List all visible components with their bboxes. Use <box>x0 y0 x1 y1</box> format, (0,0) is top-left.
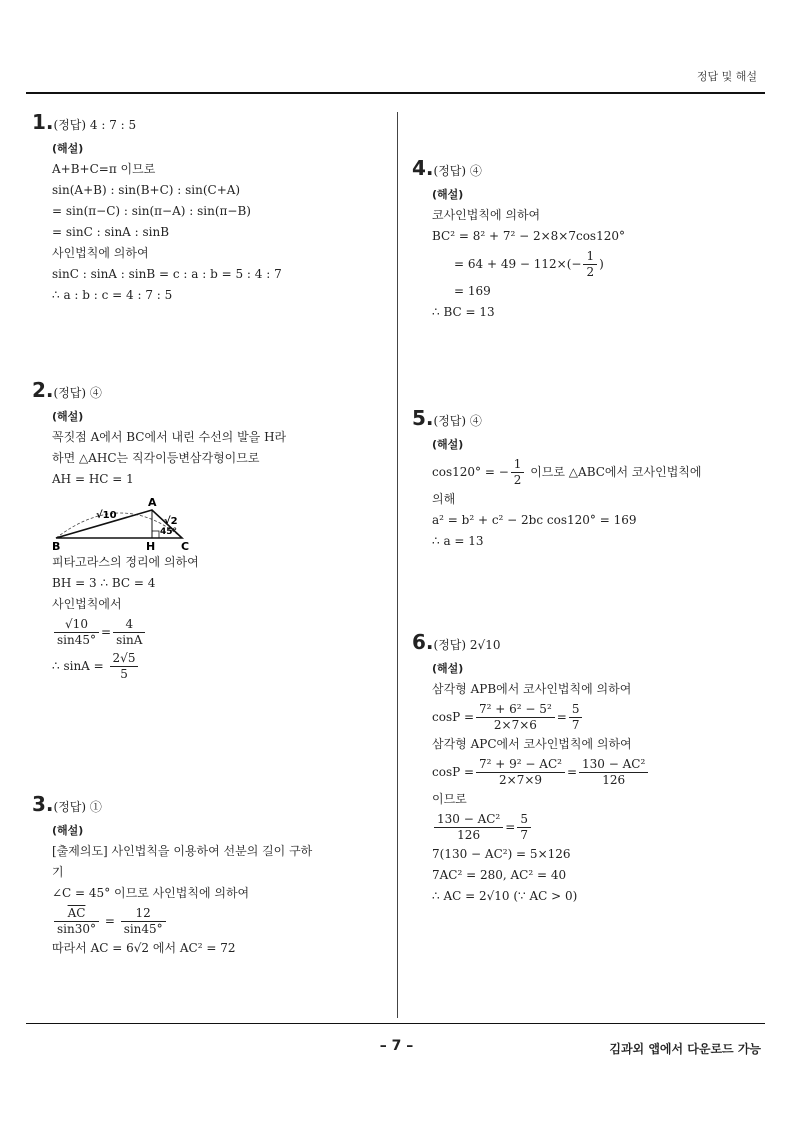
q6-l4-num: 7² + 9² − AC² <box>476 757 565 773</box>
page-header <box>0 0 793 96</box>
q6-l4-den: 2×7×9 <box>499 773 543 787</box>
q3-ratio-eq: $\frac{\overline{AC}}{\sin 30^\circ}$ = $\frac{12}{\sin 45^\circ}$ <box>52 904 387 938</box>
q3-line-2: 기 <box>52 865 64 879</box>
label-45deg: 45° <box>160 527 178 537</box>
question-2 <box>32 380 387 683</box>
q2-result-prefix: ∴ sinA = <box>52 659 104 673</box>
q3-answer: ① <box>89 800 102 814</box>
q5-line-3: a² = b² + c² − 2bc cos120° = 169 <box>432 513 637 527</box>
q2-result <box>52 649 387 683</box>
header-title: 정답 및 해설 <box>696 70 757 83</box>
page-number: – 7 – <box>379 1038 414 1054</box>
q2-line-5: BH = 3 ∴ BC = 4 <box>52 576 156 590</box>
q5-line-2: 의해 <box>432 492 456 506</box>
q2-f1-num: √10 <box>54 617 99 633</box>
triangle-figure <box>52 494 202 550</box>
question-3 <box>32 794 387 959</box>
q4-line-4: = 169 <box>454 284 491 298</box>
q2-line-4: 피타고라스의 정리에 의하여 <box>52 555 199 569</box>
q2-line-2: 하면 △AHC는 직각이등변삼각형이므로 <box>52 451 260 465</box>
q3-f1-num: $\overline{AC}$ <box>54 906 99 922</box>
q6-l2-eq: = <box>556 710 567 724</box>
q3-answer-label: (정답) <box>53 800 87 814</box>
q2-f2-den: sinA <box>116 633 143 647</box>
q6-l6-num: 130 − AC² <box>434 812 503 828</box>
q1-answer-label: (정답) <box>53 118 87 132</box>
q2-number: 2. <box>32 378 54 402</box>
q6-l4-eq: = <box>566 765 578 779</box>
q4-line-2: BC² = 8² + 7² − 2×8×7cos120° <box>432 229 625 243</box>
q1-number: 1. <box>32 110 54 134</box>
q1-line-5: 사인법칙에 의하여 <box>52 246 149 260</box>
q3-line-last: 따라서 AC = 6√2 에서 AC² = 72 <box>52 941 236 955</box>
q4-answer: ④ <box>469 164 482 178</box>
q6-l4-den2: 126 <box>602 773 626 787</box>
q6-l2-den: 2×7×6 <box>493 718 537 732</box>
label-H: H <box>146 540 156 550</box>
q6-line-9: ∴ AC = 2√10 (∵ AC > 0) <box>432 889 578 903</box>
q5-line-4: ∴ a = 13 <box>432 534 484 548</box>
q6-l6-den: 126 <box>457 828 481 842</box>
q1-line-6: sinC : sinA : sinB = c : a : b = 5 : 4 : 7 <box>52 267 282 281</box>
q2-line-6: 사인법칙에서 <box>52 597 122 611</box>
q3-line-1: [출제의도] 사인법칙을 이용하여 선분의 길이 구하 <box>52 844 313 858</box>
q6-line-3: 삼각형 APC에서 코사인법칙에 의하여 <box>432 737 632 751</box>
q1-line-1: A+B+C=π 이므로 <box>52 162 156 176</box>
q4-l3-num: 1 <box>583 249 597 265</box>
q5-explanation-label: (해설) <box>432 438 464 451</box>
q6-explanation-label: (해설) <box>432 662 464 675</box>
q6-line-1: 삼각형 APB에서 코사인법칙에 의하여 <box>432 682 632 696</box>
q3-explanation-label: (해설) <box>52 824 84 837</box>
footer-note: 김과외 앱에서 다운로드 가능 <box>609 1042 761 1056</box>
header-rule <box>26 92 765 94</box>
q1-line-3: = sin(π−C) : sin(π−A) : sin(π−B) <box>52 204 251 218</box>
q2-line-3: AH = HC = 1 <box>52 472 134 486</box>
q1-line-2: sin(A+B) : sin(B+C) : sin(C+A) <box>52 183 241 197</box>
label-A: A <box>148 496 157 509</box>
q6-l6-num2: 5 <box>517 812 531 828</box>
q3-number: 3. <box>32 792 54 816</box>
q4-line-3 <box>432 247 762 281</box>
label-C: C <box>181 540 190 550</box>
q3-f2-den: sin45° <box>123 922 163 936</box>
question-4 <box>412 158 762 323</box>
q5-answer: ④ <box>469 414 482 428</box>
q6-l2-num: 7² + 6² − 5² <box>476 702 555 718</box>
q6-line-2 <box>432 700 762 734</box>
q6-l6-eq: = <box>505 820 516 834</box>
q3-line-3: ∠C = 45° 이므로 사인법칙에 의하여 <box>52 886 250 900</box>
footer-rule <box>26 1023 765 1024</box>
q5-number: 5. <box>412 406 434 430</box>
q2-res-den: 5 <box>120 667 128 681</box>
q5-l1-num: 1 <box>511 457 525 473</box>
q6-l2-num2: 5 <box>569 702 583 718</box>
column-divider <box>397 112 398 1018</box>
label-sqrt2: √2 <box>164 516 178 527</box>
q6-l4-num2: 130 − AC² <box>579 757 648 773</box>
q6-l4-pre: cosP = <box>432 765 475 779</box>
q5-l1-den: 2 <box>513 473 522 487</box>
q6-line-6 <box>432 810 762 844</box>
question-6 <box>412 632 762 907</box>
q4-l3-pre: = 64 + 49 − 112×(− <box>454 257 582 271</box>
q6-l6-den2: 7 <box>520 828 528 842</box>
q4-line-5: ∴ BC = 13 <box>432 305 495 319</box>
q1-line-4: = sinC : sinA : sinB <box>52 225 170 239</box>
question-1 <box>32 112 387 306</box>
q4-l3-post: ) <box>599 257 604 271</box>
q2-answer: ④ <box>89 386 102 400</box>
q3-f1-den: sin30° <box>57 922 96 936</box>
q5-line-1 <box>432 455 762 489</box>
q2-f2-num: 4 <box>113 617 145 633</box>
q4-answer-label: (정답) <box>433 164 467 178</box>
question-5 <box>412 408 762 552</box>
q2-ratio-eq: $\frac{√10}{\sin 45^\circ}$ = $\frac{4}{\sin A}$ <box>52 615 387 649</box>
q3-f2-num: 12 <box>121 906 166 922</box>
q1-explanation-label: (해설) <box>52 142 84 155</box>
q6-line-8: 7AC² = 280, AC² = 40 <box>432 868 567 882</box>
q5-l1-post: 이므로 △ABC에서 코사인법칙에 <box>526 465 702 479</box>
q4-number: 4. <box>412 156 434 180</box>
q2-f1-den: sin45° <box>57 633 96 647</box>
q6-answer: 2√10 <box>469 638 501 652</box>
q6-line-5: 이므로 <box>432 792 467 806</box>
q5-l1-pre: cos120° = − <box>432 465 509 479</box>
q6-line-4 <box>432 755 762 789</box>
label-sqrt10: √10 <box>96 510 117 521</box>
q6-l2-den2: 7 <box>571 718 580 732</box>
q2-res-num: 2√5 <box>110 651 139 667</box>
label-B: B <box>52 540 61 550</box>
q4-line-1: 코사인법칙에 의하여 <box>432 208 541 222</box>
q2-line-1: 꼭짓점 A에서 BC에서 내린 수선의 발을 H라 <box>52 430 287 444</box>
q6-number: 6. <box>412 630 434 654</box>
q6-answer-label: (정답) <box>433 638 467 652</box>
q5-answer-label: (정답) <box>433 414 467 428</box>
q1-answer: 4 : 7 : 5 <box>89 118 137 132</box>
q4-l3-den: 2 <box>586 265 595 279</box>
q1-line-7: ∴ a : b : c = 4 : 7 : 5 <box>52 288 173 302</box>
q6-line-7: 7(130 − AC²) = 5×126 <box>432 847 571 861</box>
q6-l2-pre: cosP = <box>432 710 475 724</box>
q2-explanation-label: (해설) <box>52 410 84 423</box>
q4-explanation-label: (해설) <box>432 188 464 201</box>
q2-answer-label: (정답) <box>53 386 87 400</box>
